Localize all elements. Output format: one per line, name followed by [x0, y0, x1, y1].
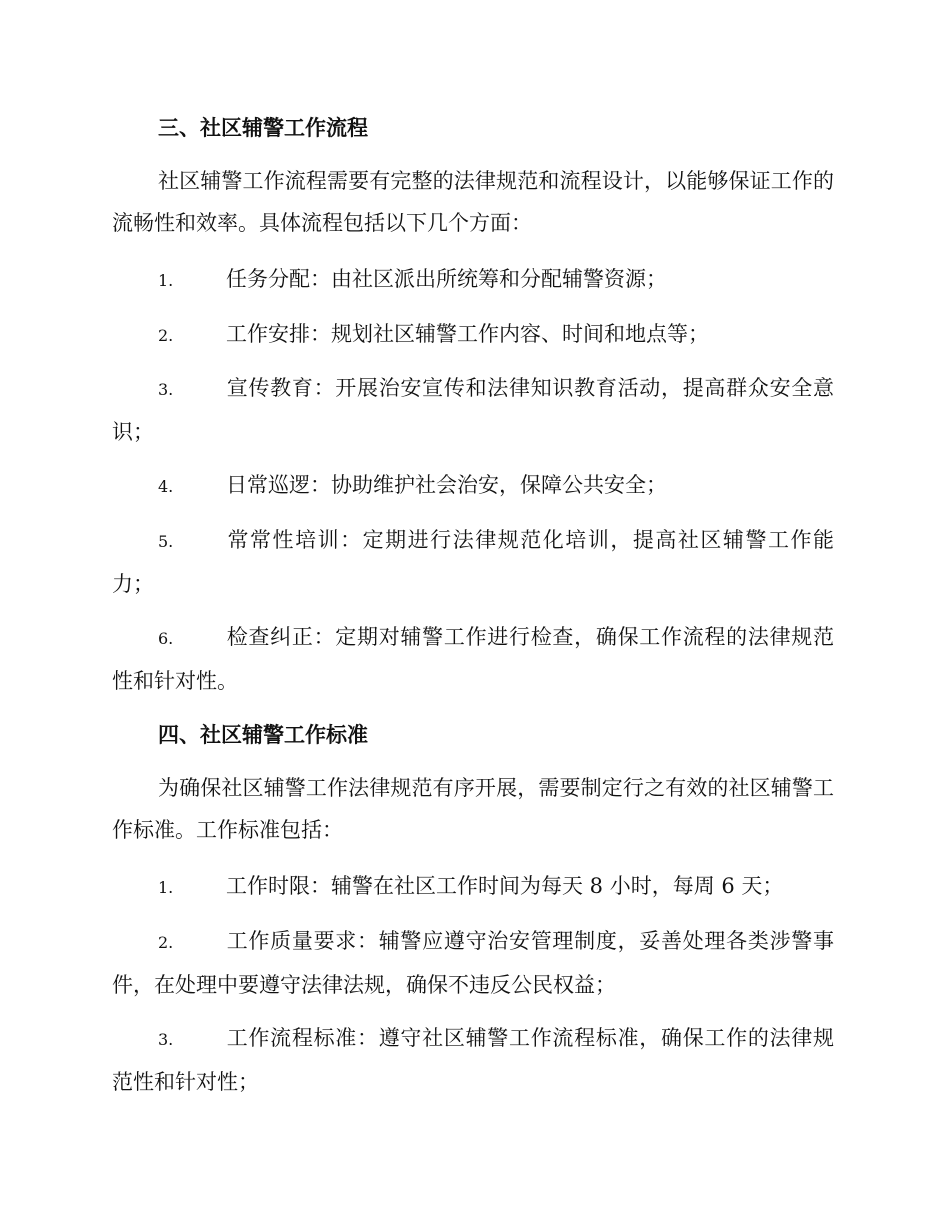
list-text: 宣传教育：开展治安宣传和法律知识教育活动，提高群众安全意识；	[112, 376, 834, 444]
list-number: 3.	[158, 1030, 174, 1049]
list-number: 2.	[158, 326, 174, 345]
list-item	[112, 464, 834, 508]
list-number: 6.	[158, 629, 174, 648]
section-heading-4: 四、社区辅警工作标准	[158, 722, 368, 747]
list-text: 任务分配：由社区派出所统筹和分配辅警资源；	[226, 267, 667, 291]
section-3-intro: 社区辅警工作流程需要有完整的法律规范和流程设计，以能够保证工作的流畅性和效率。具体流程包括以下几个方面：	[112, 169, 834, 235]
section-4-body	[112, 767, 834, 851]
list-item	[112, 313, 834, 357]
list-item	[112, 367, 834, 453]
list-item	[112, 258, 834, 302]
list-text: 检查纠正：定期对辅警工作进行检查，确保工作流程的法律规范性和针对性。	[112, 625, 834, 693]
list-number: 2.	[158, 933, 174, 952]
list-text: 常常性培训：定期进行法律规范化培训，提高社区辅警工作能力；	[112, 528, 834, 596]
list-number: 4.	[158, 477, 174, 496]
section-heading-3: 三、社区辅警工作流程	[158, 115, 368, 140]
list-text: 工作时限：辅警在社区工作时间为每天 8 小时，每周 6 天；	[226, 874, 784, 898]
section-4-intro: 为确保社区辅警工作法律规范有序开展，需要制定行之有效的社区辅警工作标准。工作标准包括：	[112, 776, 834, 842]
list-item	[112, 865, 834, 909]
list-item	[112, 920, 834, 1006]
list-text: 工作安排：规划社区辅警工作内容、时间和地点等；	[226, 322, 709, 346]
list-text: 工作质量要求：辅警应遵守治安管理制度，妥善处理各类涉警事件，在处理中要遵守法律法规，确保不违反公民权益；	[112, 929, 834, 997]
list-number: 1.	[158, 878, 174, 897]
list-number: 5.	[158, 532, 174, 551]
list-number: 1.	[158, 271, 174, 290]
list-number: 3.	[158, 380, 174, 399]
list-item	[112, 1017, 834, 1103]
list-text: 工作流程标准：遵守社区辅警工作流程标准，确保工作的法律规范性和针对性；	[112, 1026, 834, 1094]
list-item	[112, 519, 834, 605]
list-text: 日常巡逻：协助维护社会治安，保障公共安全；	[226, 473, 667, 497]
section-3-body	[112, 160, 834, 244]
list-item	[112, 616, 834, 702]
